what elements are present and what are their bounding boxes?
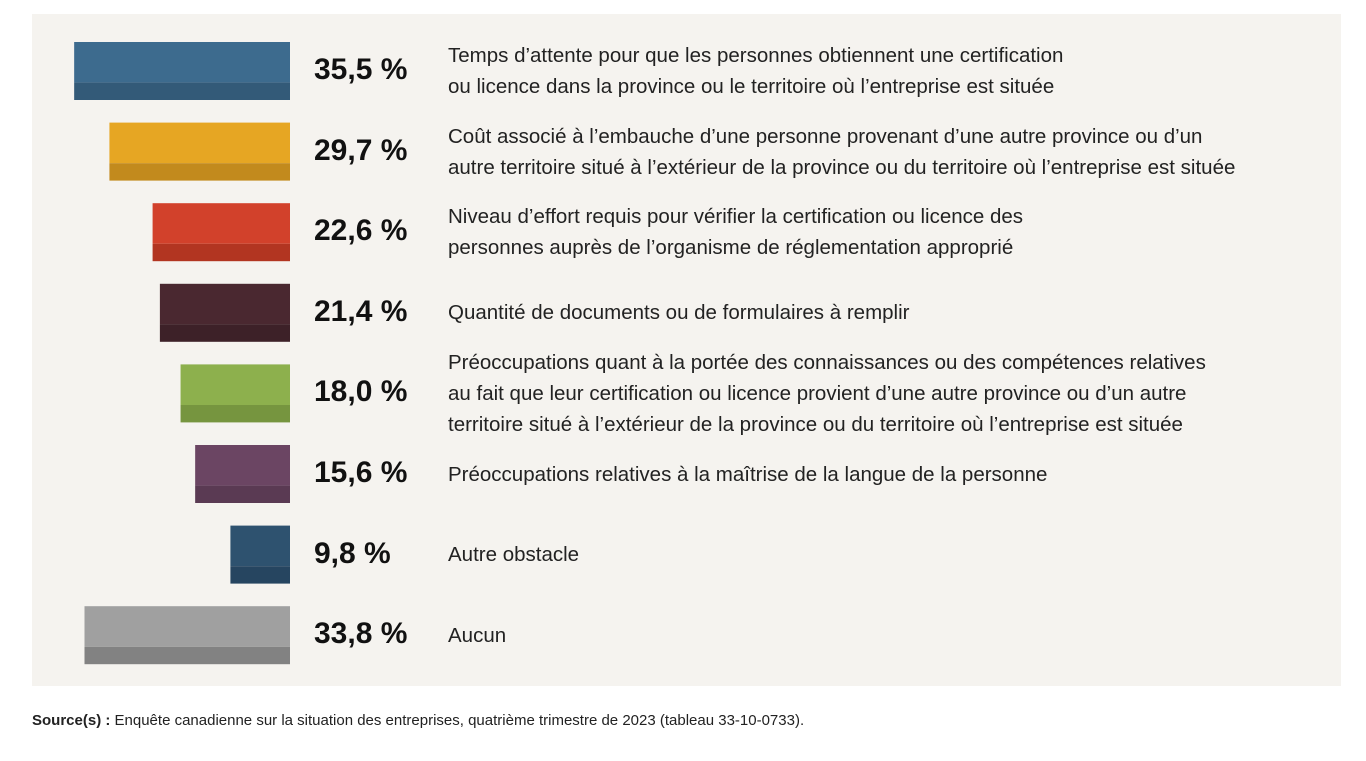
category-label-6 [448, 459, 1047, 490]
category-label-5-line-3: territoire situé à l’extérieur de la province ou du territoire où l’entreprise est située [448, 412, 1183, 436]
category-label-7 [448, 539, 579, 570]
bar-3 [153, 203, 290, 261]
bar-2-shade [109, 163, 290, 180]
chart-panel [32, 14, 1341, 686]
source-label: Source(s) : [32, 712, 111, 729]
category-label-5 [448, 347, 1206, 440]
category-label-7-line-1: Autre obstacle [448, 543, 580, 567]
value-label-5: 18,0 % [314, 375, 408, 409]
value-label-7: 9,8 % [314, 536, 391, 570]
value-label-8: 33,8 % [314, 617, 408, 651]
category-label-3-line-2: personnes auprès de l’organisme de réglementation approprié [448, 236, 1014, 260]
category-label-1 [448, 40, 1063, 102]
bar-8 [84, 606, 290, 664]
category-label-3 [448, 201, 1023, 263]
category-label-4 [448, 297, 909, 328]
bar-8-upper [84, 606, 290, 647]
category-label-2 [448, 121, 1235, 183]
category-label-3-line-1: Niveau d’effort requis pour vérifier la certification ou licence des [448, 205, 1024, 229]
value-label-4: 21,4 % [314, 294, 408, 328]
value-label-6: 15,6 % [314, 456, 408, 489]
bar-6 [195, 445, 290, 503]
source-text: Enquête canadienne sur la situation des entreprises, quatrième trimestre de 2023 (tableau 33-10-0733). [110, 712, 805, 729]
bar-3-shade [153, 244, 290, 261]
value-label-1: 35,5 % [314, 53, 408, 86]
bar-2-upper [109, 123, 290, 164]
bar-6-upper [195, 445, 290, 486]
bar-2 [109, 123, 290, 181]
source-note [32, 712, 804, 729]
bar-4 [160, 284, 290, 342]
category-label-8 [448, 620, 506, 651]
bar-7-shade [230, 566, 290, 583]
bar-5 [181, 364, 290, 422]
category-label-2-line-2: autre territoire situé à l’extérieur de la province ou du territoire où l’entreprise est située [448, 155, 1236, 179]
bar-1 [74, 42, 290, 100]
bar-6-shade [195, 486, 290, 503]
value-label-3: 22,6 % [314, 214, 408, 248]
bar-5-upper [181, 364, 290, 405]
bar-4-upper [160, 284, 290, 325]
category-label-6-line-1: Préoccupations relatives à la maîtrise de la langue de la personne [448, 462, 1048, 486]
bar-5-shade [181, 405, 290, 422]
bar-8-shade [84, 647, 290, 664]
category-label-1-line-1: Temps d’attente pour que les personnes obtiennent une certification [448, 44, 1064, 67]
category-label-2-line-1: Coût associé à l’embauche d’une personne provenant d’une autre province ou d’un [448, 124, 1203, 148]
bar-7-upper [230, 526, 290, 567]
category-label-8-line-1: Aucun [448, 623, 507, 647]
bar-1-shade [74, 83, 290, 100]
value-label-2: 29,7 % [314, 133, 408, 167]
bar-1-upper [74, 42, 290, 83]
bar-7 [230, 526, 290, 584]
category-label-1-line-2: ou licence dans la province ou le territoire où l’entreprise est située [448, 75, 1055, 98]
bar-3-upper [153, 203, 290, 244]
bar-4-shade [160, 324, 290, 341]
category-label-5-line-1: Préoccupations quant à la portée des connaissances ou des compétences relatives [448, 350, 1206, 374]
category-label-4-line-1: Quantité de documents ou de formulaires à remplir [448, 301, 910, 325]
category-label-5-line-2: au fait que leur certification ou licence provient d’une autre province ou d’un autre [448, 381, 1187, 405]
